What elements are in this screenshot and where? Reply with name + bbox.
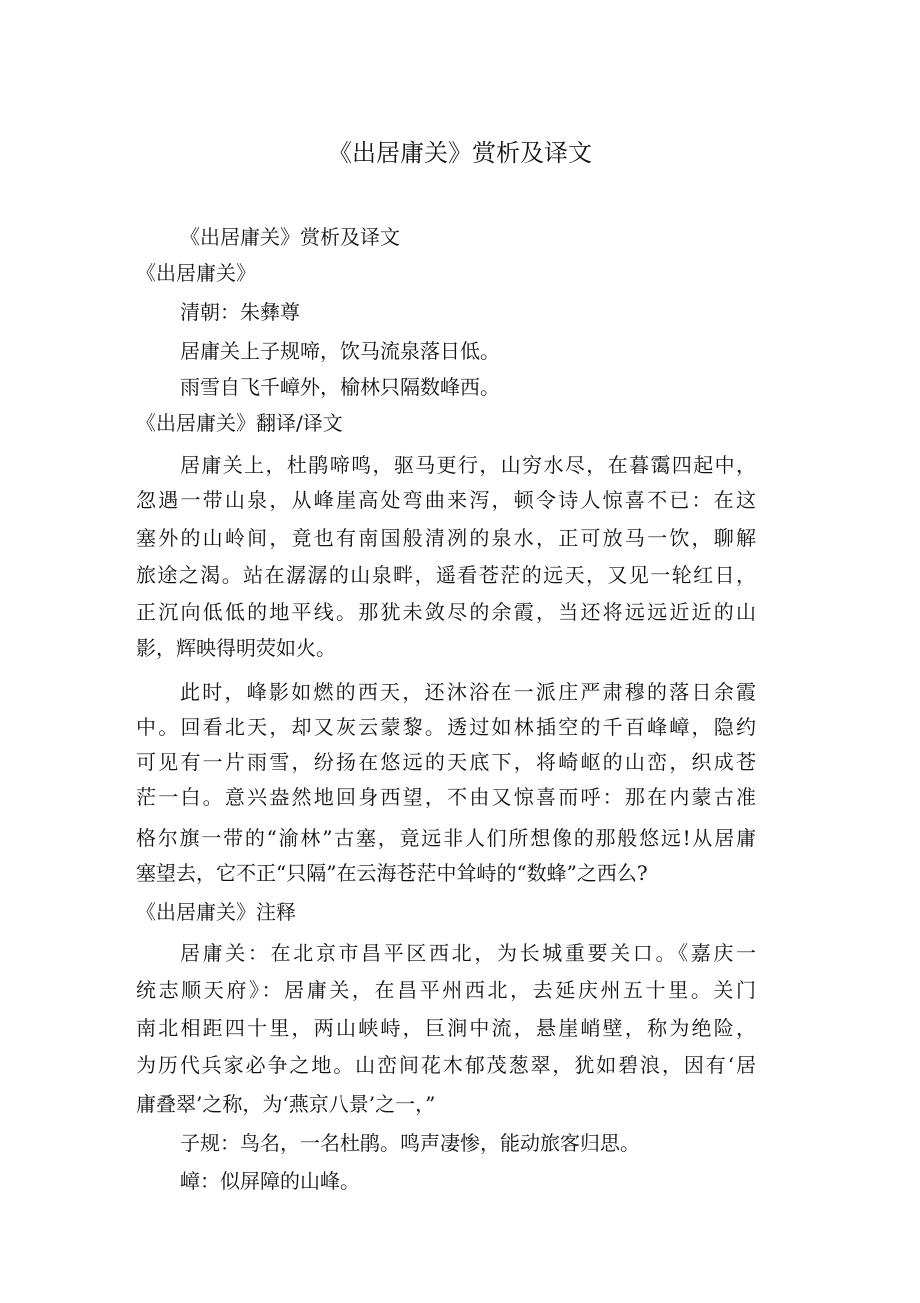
poem-author: 清朝：朱彝尊 [180,300,300,324]
notes-paragraph-line: 为历代兵家必争之地。山峦间花木郁茂葱翠，犹如碧浪，因有‘居 [136,1053,756,1077]
translation-paragraph-line: 中。回看北天，却又灰云蒙黎。透过如林插空的千百峰嶂，隐约 [136,715,756,739]
notes-paragraph-line: 庸叠翠’之称，为‘燕京八景’之一，” [136,1092,436,1116]
note-zhang: 嶂：似屏障的山峰。 [180,1169,360,1193]
translation-paragraph-line: 正沉向低低的地平线。那犹未敛尽的余霞，当还将远远近近的山 [136,600,756,624]
notes-paragraph-line: 居庸关：在北京市昌平区西北，为长城重要关口。《嘉庆一 [180,941,756,965]
article-subtitle: 《出居庸关》赏析及译文 [180,225,400,249]
translation-paragraph-line: 塞望去，它不正“只隔”在云海苍茫中耸峙的“数蜂”之西么? [136,861,648,885]
translation-paragraph-line: 居庸关上，杜鹃啼鸣，驱马更行，山穷水尽，在暮霭四起中， [180,453,756,477]
translation-paragraph-line: 可见有一片雨雪，纷扬在悠远的天底下，将崎岖的山峦，织成苍 [136,750,756,774]
poem-line: 雨雪自飞千嶂外，榆林只隔数峰西。 [180,375,500,399]
translation-paragraph-line: 此时，峰影如燃的西天，还沐浴在一派庄严肃穆的落日余霞 [180,680,756,704]
notes-paragraph-line: 南北相距四十里，两山峡峙，巨涧中流，悬崖峭壁，称为绝险， [136,1016,756,1040]
translation-paragraph-line: 茫一白。意兴盎然地回身西望，不由又惊喜而呼：那在内蒙古准 [136,785,756,809]
note-zigui: 子规：鸟名，一名杜鹃。鸣声凄惨，能动旅客归思。 [180,1131,640,1155]
notes-heading: 《出居庸关》注释 [136,900,296,924]
translation-paragraph-line: 忽遇一带山泉，从峰崖高处弯曲来泻，顿令诗人惊喜不已：在这 [136,488,756,512]
translation-heading: 《出居庸关》翻译/译文 [136,411,343,435]
notes-paragraph-line: 统志顺天府》：居庸关，在昌平州西北，去延庆州五十里。关门 [136,978,756,1002]
poem-heading: 《出居庸关》 [136,261,256,285]
translation-paragraph-line: 格尔旗一带的“渝林”古塞，竟远非人们所想像的那般悠远!从居庸 [136,826,756,850]
translation-paragraph-line: 旅途之渴。站在潺潺的山泉畔，遥看苍茫的远天，又见一轮红日， [136,563,756,587]
document-title: 《出居庸关》赏析及译文 [328,139,592,167]
poem-line: 居庸关上子规啼，饮马流泉落日低。 [180,339,500,363]
translation-paragraph-line: 影，辉映得明荧如火。 [136,636,336,660]
translation-paragraph-line: 塞外的山岭间，竟也有南国般清冽的泉水，正可放马一饮，聊解 [136,526,756,550]
